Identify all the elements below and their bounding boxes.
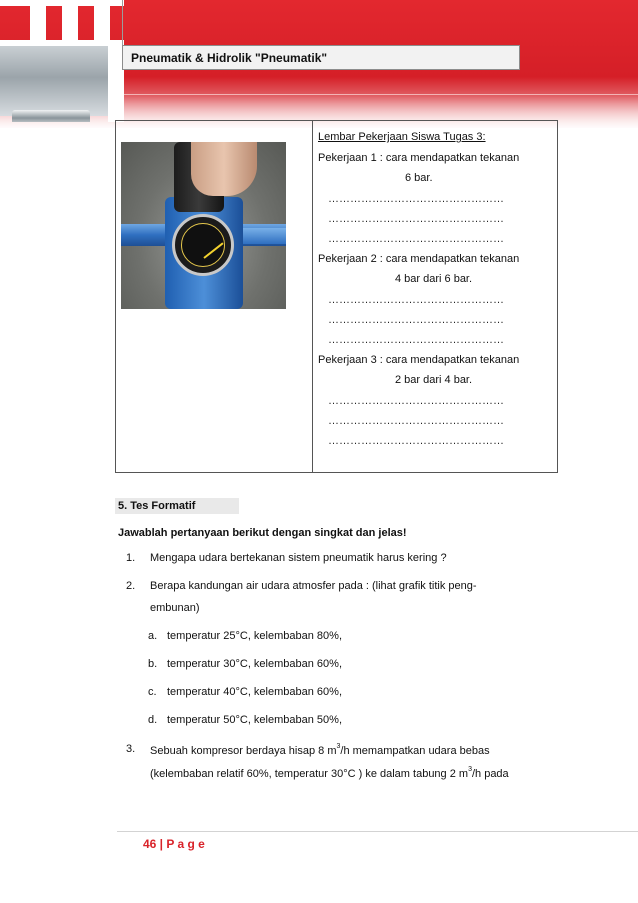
sub-item-text: temperatur 25°C, kelembaban 80%, bbox=[167, 630, 342, 642]
answer-line: ………………………………………… bbox=[328, 193, 504, 205]
question-2-line1: Berapa kandungan air udara atmosfer pada : (lihat grafik titik peng- bbox=[150, 580, 477, 592]
superscript-3: 3 bbox=[468, 766, 472, 773]
section-instruction: Jawablah pertanyaan berikut dengan singkat dan jelas! bbox=[118, 527, 407, 539]
answer-line: ………………………………………… bbox=[328, 294, 504, 306]
cylinder-shape bbox=[12, 110, 90, 122]
task-1-line2: 6 bar. bbox=[405, 172, 433, 184]
task-2-line1: Pekerjaan 2 : cara mendapatkan tekanan bbox=[318, 253, 520, 265]
question-1-text: Mengapa udara bertekanan sistem pneumatik harus kering ? bbox=[150, 552, 447, 564]
task-3-line1: Pekerjaan 3 : cara mendapatkan tekanan bbox=[318, 354, 520, 366]
worksheet-table-divider bbox=[312, 120, 313, 473]
question-3-line2 bbox=[150, 766, 509, 780]
answer-line: ………………………………………… bbox=[328, 233, 504, 245]
pneumatic-cylinder-photo bbox=[0, 46, 110, 116]
header-title: Pneumatik & Hidrolik "Pneumatik" bbox=[131, 51, 328, 65]
section-title: 5. Tes Formatif bbox=[118, 500, 196, 512]
question-3-text-c: (kelembaban relatif 60%, temperatur 30°C ) ke dalam tabung 2 m bbox=[150, 768, 469, 780]
question-3-text-a: Sebuah kompresor berdaya hisap 8 m bbox=[150, 745, 337, 757]
photo-gauge-needle bbox=[203, 242, 223, 258]
sub-item-letter: a. bbox=[148, 630, 158, 642]
worksheet-heading: Lembar Pekerjaan Siswa Tugas 3: bbox=[318, 131, 486, 143]
photo-pressure-gauge bbox=[172, 214, 234, 276]
logo-white-bar bbox=[0, 40, 124, 46]
sub-item-letter: c. bbox=[148, 686, 157, 698]
question-1-number: 1. bbox=[126, 552, 136, 564]
sub-item-text: temperatur 30°C, kelembaban 60%, bbox=[167, 658, 342, 670]
question-3-text-d: /h pada bbox=[471, 768, 509, 780]
superscript-3: 3 bbox=[336, 743, 341, 750]
question-3-number: 3. bbox=[126, 743, 136, 755]
sub-item-text: temperatur 40°C, kelembaban 60%, bbox=[167, 686, 342, 698]
answer-line: ………………………………………… bbox=[328, 395, 504, 407]
answer-line: ………………………………………… bbox=[328, 334, 504, 346]
task-1-line1: Pekerjaan 1 : cara mendapatkan tekanan bbox=[318, 152, 520, 164]
question-3-line1 bbox=[150, 743, 490, 757]
footer-rule bbox=[117, 831, 638, 832]
sub-item-letter: d. bbox=[148, 714, 158, 726]
sub-item-letter: b. bbox=[148, 658, 158, 670]
question-2-line2: embunan) bbox=[150, 602, 200, 614]
answer-line: ………………………………………… bbox=[328, 435, 504, 447]
page-number: 46 | P a g e bbox=[143, 837, 205, 851]
header-title-box bbox=[122, 45, 520, 70]
answer-line: ………………………………………… bbox=[328, 213, 504, 225]
question-2-number: 2. bbox=[126, 580, 136, 592]
task-3-line2: 2 bar dari 4 bar. bbox=[395, 374, 473, 386]
header-divider bbox=[122, 0, 123, 46]
photo-gauge-face bbox=[181, 223, 225, 267]
header-logo-image bbox=[0, 0, 124, 122]
question-3-text-b: /h memampatkan udara bebas bbox=[340, 745, 490, 757]
task-2-line2: 4 bar dari 6 bar. bbox=[395, 273, 473, 285]
answer-line: ………………………………………… bbox=[328, 415, 504, 427]
photo-hand bbox=[191, 142, 257, 196]
sub-item-text: temperatur 50°C, kelembaban 50%, bbox=[167, 714, 342, 726]
photo-pipe-fitting bbox=[239, 228, 286, 244]
pressure-regulator-photo bbox=[121, 142, 286, 309]
answer-line: ………………………………………… bbox=[328, 314, 504, 326]
